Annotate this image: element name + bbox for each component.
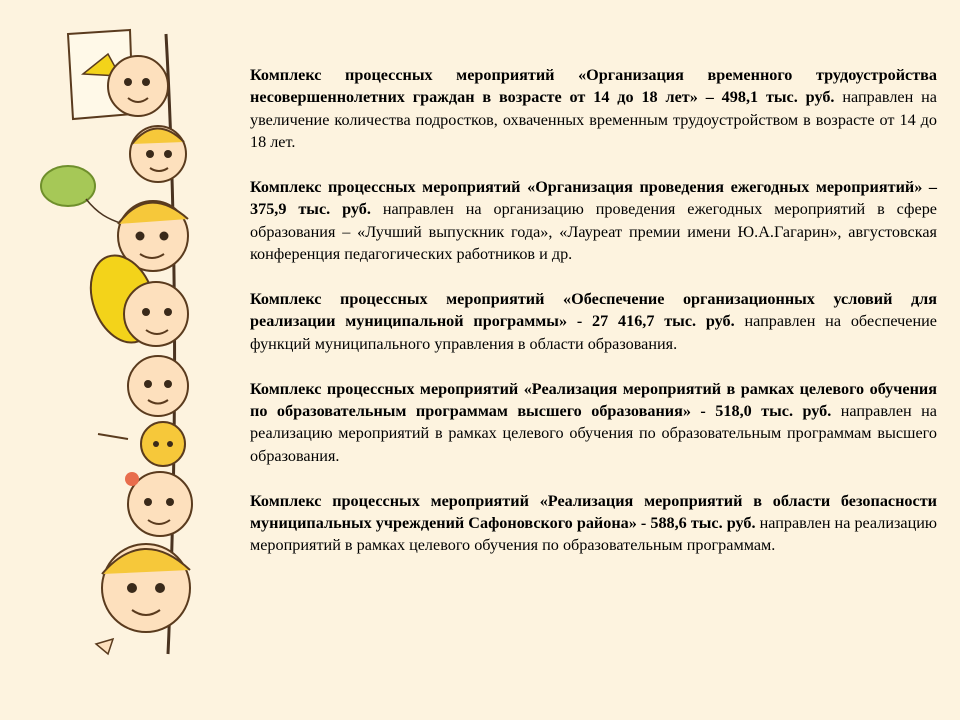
paragraph-3	[250, 288, 937, 355]
paragraph-2-text: направлен на организацию проведения ежегодных мероприятий в сфере образования – «Лучший выпускник года», «Лауреат премии имени Ю.А.Гагарин», августовская конференция педагогических работников и др.	[250, 200, 937, 264]
paragraph-3-text: направлен на обеспечение функций муниципального управления в области образования.	[250, 312, 937, 353]
paragraph-2	[250, 176, 937, 266]
cartoon-children-border-icon	[28, 14, 203, 664]
paragraph-5-bold: Комплекс процессных мероприятий «Реализация мероприятий в области безопасности муниципальных учреждений Сафоновского района» - 588,6 тыс. руб.	[250, 491, 937, 533]
paragraph-4-bold: Комплекс процессных мероприятий «Реализация мероприятий в рамках целевого обучения по образовательным программам высшего образования» - 518,0 тыс. руб.	[250, 379, 937, 421]
text-block	[250, 64, 937, 579]
paragraph-1-text: направлен на увеличение количества подростков, охваченных временным трудоустройством в возрасте от 14 до 18 лет.	[250, 88, 937, 152]
paragraph-3-bold: Комплекс процессных мероприятий «Обеспечение организационных условий для реализации муниципальной программы» - 27 416,7 тыс. руб.	[250, 290, 937, 331]
paragraph-1-bold: Комплекс процессных мероприятий «Организация временного трудоустройства несовершеннолетних граждан в возрасте от 14 до 18 лет» – 498,1 тыс. руб.	[250, 66, 937, 107]
paragraph-2-bold: Комплекс процессных мероприятий «Организация проведения ежегодных мероприятий» – 375,9 тыс. руб.	[250, 178, 937, 219]
paragraph-1	[250, 64, 937, 154]
paragraph-5-text: направлен на реализацию мероприятий в рамках целевого обучения по образовательным программам.	[250, 514, 937, 555]
paragraph-4	[250, 378, 937, 468]
paragraph-4-text: направлен на реализацию мероприятий в рамках целевого обучения по образовательным программам высшего образования.	[250, 402, 937, 465]
paragraph-5	[250, 490, 937, 557]
